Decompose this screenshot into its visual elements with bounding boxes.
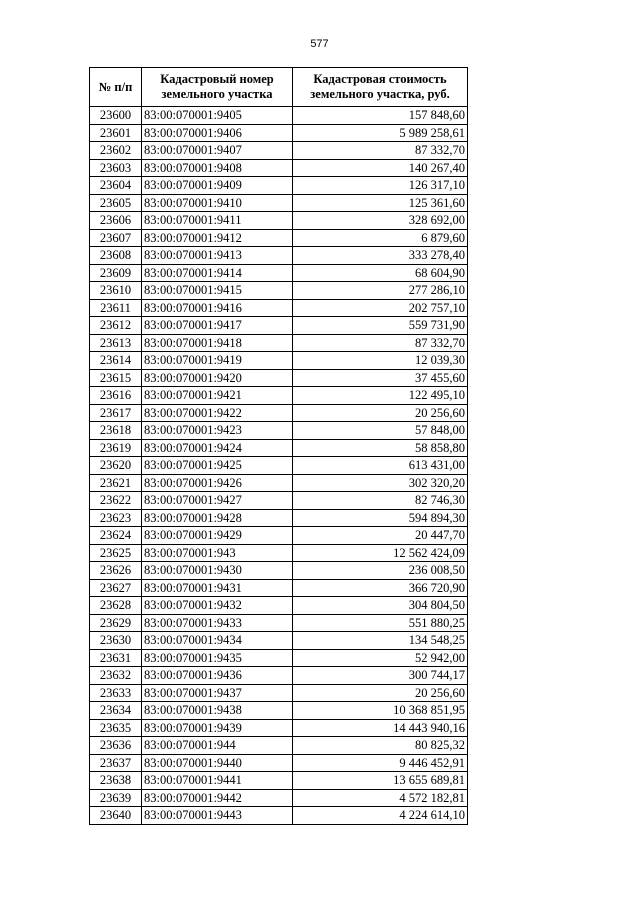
table-row xyxy=(90,474,468,492)
cadastral-number-cell: 83:00:070001:944 xyxy=(142,737,293,755)
cadastral-number-cell: 83:00:070001:9421 xyxy=(142,387,293,405)
cadastral-number-cell: 83:00:070001:9425 xyxy=(142,457,293,475)
cadastral-number-cell: 83:00:070001:9409 xyxy=(142,177,293,195)
cadastral-number-cell: 83:00:070001:9441 xyxy=(142,772,293,790)
cadastral-number-cell: 83:00:070001:9410 xyxy=(142,194,293,212)
row-number-cell: 23600 xyxy=(90,107,142,125)
cadastral-value-cell: 328 692,00 xyxy=(293,212,468,230)
row-number-cell: 23614 xyxy=(90,352,142,370)
row-number-cell: 23631 xyxy=(90,649,142,667)
cadastral-number-cell: 83:00:070001:9436 xyxy=(142,667,293,685)
cadastral-value-cell: 68 604,90 xyxy=(293,264,468,282)
table-row xyxy=(90,789,468,807)
row-number-cell: 23637 xyxy=(90,754,142,772)
table-row xyxy=(90,317,468,335)
cadastral-value-cell: 122 495,10 xyxy=(293,387,468,405)
cadastral-number-cell: 83:00:070001:9435 xyxy=(142,649,293,667)
table-row xyxy=(90,282,468,300)
row-number-cell: 23629 xyxy=(90,614,142,632)
table-row xyxy=(90,124,468,142)
table-row xyxy=(90,439,468,457)
cadastral-value-cell: 57 848,00 xyxy=(293,422,468,440)
row-number-cell: 23639 xyxy=(90,789,142,807)
cadastral-value-cell: 366 720,90 xyxy=(293,579,468,597)
cadastral-value-cell: 6 879,60 xyxy=(293,229,468,247)
cadastral-value-cell: 87 332,70 xyxy=(293,142,468,160)
cadastral-value-cell: 134 548,25 xyxy=(293,632,468,650)
cadastral-value-cell: 20 256,60 xyxy=(293,404,468,422)
header-cadastral-number: Кадастровый номер земельного участка xyxy=(142,68,293,107)
row-number-cell: 23609 xyxy=(90,264,142,282)
table-row xyxy=(90,684,468,702)
cadastral-value-cell: 300 744,17 xyxy=(293,667,468,685)
cadastral-value-cell: 12 039,30 xyxy=(293,352,468,370)
row-number-cell: 23618 xyxy=(90,422,142,440)
table-row xyxy=(90,107,468,125)
table-body xyxy=(90,107,468,825)
table-header-row xyxy=(90,68,468,107)
row-number-cell: 23608 xyxy=(90,247,142,265)
cadastral-value-cell: 277 286,10 xyxy=(293,282,468,300)
cadastral-value-cell: 126 317,10 xyxy=(293,177,468,195)
table-row xyxy=(90,719,468,737)
cadastral-value-cell: 594 894,30 xyxy=(293,509,468,527)
cadastral-value-cell: 302 320,20 xyxy=(293,474,468,492)
cadastral-number-cell: 83:00:070001:9423 xyxy=(142,422,293,440)
cadastral-number-cell: 83:00:070001:9434 xyxy=(142,632,293,650)
row-number-cell: 23636 xyxy=(90,737,142,755)
cadastral-number-cell: 83:00:070001:9433 xyxy=(142,614,293,632)
cadastral-value-cell: 20 256,60 xyxy=(293,684,468,702)
cadastral-value-cell: 202 757,10 xyxy=(293,299,468,317)
cadastral-number-cell: 83:00:070001:9416 xyxy=(142,299,293,317)
row-number-cell: 23628 xyxy=(90,597,142,615)
table-row xyxy=(90,177,468,195)
cadastral-number-cell: 83:00:070001:9431 xyxy=(142,579,293,597)
row-number-cell: 23602 xyxy=(90,142,142,160)
cadastral-number-cell: 83:00:070001:9413 xyxy=(142,247,293,265)
row-number-cell: 23627 xyxy=(90,579,142,597)
table-row xyxy=(90,264,468,282)
row-number-cell: 23607 xyxy=(90,229,142,247)
cadastral-value-cell: 559 731,90 xyxy=(293,317,468,335)
table-row xyxy=(90,544,468,562)
table-row xyxy=(90,649,468,667)
cadastral-value-cell: 87 332,70 xyxy=(293,334,468,352)
row-number-cell: 23603 xyxy=(90,159,142,177)
table-row xyxy=(90,737,468,755)
cadastral-value-cell: 9 446 452,91 xyxy=(293,754,468,772)
row-number-cell: 23640 xyxy=(90,807,142,825)
table-row xyxy=(90,229,468,247)
cadastral-number-cell: 83:00:070001:9408 xyxy=(142,159,293,177)
table-row xyxy=(90,527,468,545)
cadastral-value-table xyxy=(89,67,468,825)
table-row xyxy=(90,387,468,405)
row-number-cell: 23625 xyxy=(90,544,142,562)
row-number-cell: 23612 xyxy=(90,317,142,335)
cadastral-value-cell: 52 942,00 xyxy=(293,649,468,667)
row-number-cell: 23619 xyxy=(90,439,142,457)
table-row xyxy=(90,299,468,317)
table-row xyxy=(90,334,468,352)
cadastral-number-cell: 83:00:070001:9430 xyxy=(142,562,293,580)
cadastral-number-cell: 83:00:070001:9419 xyxy=(142,352,293,370)
table-row xyxy=(90,632,468,650)
cadastral-value-cell: 4 572 182,81 xyxy=(293,789,468,807)
cadastral-number-cell: 83:00:070001:9437 xyxy=(142,684,293,702)
cadastral-number-cell: 83:00:070001:9405 xyxy=(142,107,293,125)
cadastral-number-cell: 83:00:070001:9426 xyxy=(142,474,293,492)
cadastral-number-cell: 83:00:070001:943 xyxy=(142,544,293,562)
cadastral-number-cell: 83:00:070001:9442 xyxy=(142,789,293,807)
row-number-cell: 23605 xyxy=(90,194,142,212)
cadastral-number-cell: 83:00:070001:9432 xyxy=(142,597,293,615)
table-row xyxy=(90,702,468,720)
cadastral-number-cell: 83:00:070001:9420 xyxy=(142,369,293,387)
table-row xyxy=(90,457,468,475)
table-row xyxy=(90,614,468,632)
cadastral-value-cell: 551 880,25 xyxy=(293,614,468,632)
row-number-cell: 23601 xyxy=(90,124,142,142)
row-number-cell: 23606 xyxy=(90,212,142,230)
cadastral-number-cell: 83:00:070001:9422 xyxy=(142,404,293,422)
row-number-cell: 23632 xyxy=(90,667,142,685)
cadastral-number-cell: 83:00:070001:9438 xyxy=(142,702,293,720)
row-number-cell: 23604 xyxy=(90,177,142,195)
page-number: 577 xyxy=(310,38,329,50)
table-row xyxy=(90,212,468,230)
table-row xyxy=(90,579,468,597)
cadastral-value-cell: 20 447,70 xyxy=(293,527,468,545)
header-cadastral-value: Кадастровая стоимость земельного участка, руб. xyxy=(293,68,468,107)
cadastral-value-cell: 304 804,50 xyxy=(293,597,468,615)
row-number-cell: 23613 xyxy=(90,334,142,352)
row-number-cell: 23615 xyxy=(90,369,142,387)
table-row xyxy=(90,772,468,790)
cadastral-value-cell: 5 989 258,61 xyxy=(293,124,468,142)
cadastral-number-cell: 83:00:070001:9411 xyxy=(142,212,293,230)
cadastral-value-cell: 82 746,30 xyxy=(293,492,468,510)
row-number-cell: 23622 xyxy=(90,492,142,510)
cadastral-value-cell: 80 825,32 xyxy=(293,737,468,755)
cadastral-number-cell: 83:00:070001:9414 xyxy=(142,264,293,282)
cadastral-value-cell: 10 368 851,95 xyxy=(293,702,468,720)
cadastral-number-cell: 83:00:070001:9407 xyxy=(142,142,293,160)
table-row xyxy=(90,159,468,177)
cadastral-value-cell: 125 361,60 xyxy=(293,194,468,212)
table-row xyxy=(90,369,468,387)
cadastral-number-cell: 83:00:070001:9418 xyxy=(142,334,293,352)
cadastral-number-cell: 83:00:070001:9406 xyxy=(142,124,293,142)
cadastral-number-cell: 83:00:070001:9427 xyxy=(142,492,293,510)
cadastral-number-cell: 83:00:070001:9443 xyxy=(142,807,293,825)
table-row xyxy=(90,667,468,685)
cadastral-value-cell: 13 655 689,81 xyxy=(293,772,468,790)
table-row xyxy=(90,562,468,580)
cadastral-number-cell: 83:00:070001:9412 xyxy=(142,229,293,247)
table-row xyxy=(90,247,468,265)
cadastral-number-cell: 83:00:070001:9424 xyxy=(142,439,293,457)
table-row xyxy=(90,352,468,370)
row-number-cell: 23616 xyxy=(90,387,142,405)
cadastral-value-cell: 4 224 614,10 xyxy=(293,807,468,825)
cadastral-value-cell: 157 848,60 xyxy=(293,107,468,125)
row-number-cell: 23624 xyxy=(90,527,142,545)
row-number-cell: 23611 xyxy=(90,299,142,317)
table-row xyxy=(90,597,468,615)
table-row xyxy=(90,142,468,160)
cadastral-value-cell: 613 431,00 xyxy=(293,457,468,475)
table-row xyxy=(90,509,468,527)
row-number-cell: 23617 xyxy=(90,404,142,422)
row-number-cell: 23623 xyxy=(90,509,142,527)
cadastral-value-cell: 12 562 424,09 xyxy=(293,544,468,562)
header-row-number: № п/п xyxy=(90,68,142,107)
table-row xyxy=(90,194,468,212)
row-number-cell: 23638 xyxy=(90,772,142,790)
table-header xyxy=(90,68,468,107)
cadastral-value-cell: 333 278,40 xyxy=(293,247,468,265)
table-row xyxy=(90,754,468,772)
table-row xyxy=(90,404,468,422)
cadastral-value-cell: 140 267,40 xyxy=(293,159,468,177)
row-number-cell: 23620 xyxy=(90,457,142,475)
cadastral-number-cell: 83:00:070001:9428 xyxy=(142,509,293,527)
row-number-cell: 23621 xyxy=(90,474,142,492)
cadastral-value-cell: 58 858,80 xyxy=(293,439,468,457)
table-row xyxy=(90,492,468,510)
cadastral-number-cell: 83:00:070001:9439 xyxy=(142,719,293,737)
row-number-cell: 23635 xyxy=(90,719,142,737)
cadastral-number-cell: 83:00:070001:9429 xyxy=(142,527,293,545)
row-number-cell: 23630 xyxy=(90,632,142,650)
cadastral-number-cell: 83:00:070001:9417 xyxy=(142,317,293,335)
cadastral-value-cell: 14 443 940,16 xyxy=(293,719,468,737)
cadastral-number-cell: 83:00:070001:9415 xyxy=(142,282,293,300)
cadastral-value-cell: 236 008,50 xyxy=(293,562,468,580)
table-row xyxy=(90,422,468,440)
cadastral-number-cell: 83:00:070001:9440 xyxy=(142,754,293,772)
table-row xyxy=(90,807,468,825)
row-number-cell: 23634 xyxy=(90,702,142,720)
row-number-cell: 23610 xyxy=(90,282,142,300)
cadastral-value-cell: 37 455,60 xyxy=(293,369,468,387)
row-number-cell: 23626 xyxy=(90,562,142,580)
row-number-cell: 23633 xyxy=(90,684,142,702)
